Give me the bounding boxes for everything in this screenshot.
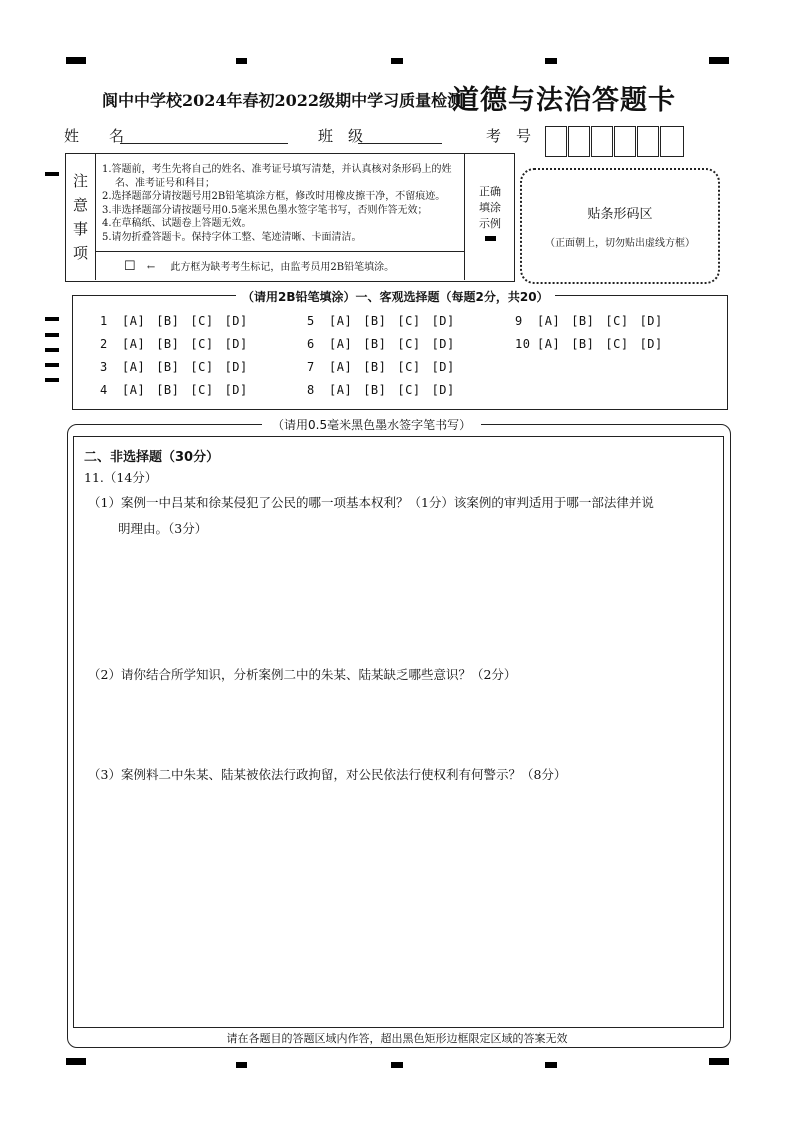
timing-mark [45, 317, 59, 321]
mc-option-bubble[interactable]: [A] [537, 337, 561, 351]
exam-number-digit-box[interactable] [614, 126, 636, 157]
mc-question-number: 2 [100, 337, 108, 351]
mc-option-bubble[interactable]: [B] [571, 314, 595, 328]
question-11-3: （3）案例料二中朱某、陆某被依法行政拘留，对公民依法行使权利有何警示？（8分） [88, 767, 567, 782]
exam-number-digit-box[interactable] [637, 126, 659, 157]
filled-bubble-icon [485, 236, 496, 241]
notice-heading-char: 事 [72, 220, 88, 238]
notice-heading-char: 项 [72, 244, 88, 262]
timing-mark [45, 172, 59, 176]
mc-option-bubble[interactable]: [A] [122, 383, 146, 397]
mc-question-number: 7 [307, 360, 315, 374]
timing-mark [45, 333, 59, 337]
question-11-1: （1）案例一中吕某和徐某侵犯了公民的哪一项基本权利？（1分）该案例的审判适用于哪一部法律并说 [88, 495, 654, 510]
timing-mark [66, 1058, 86, 1065]
mc-question-number: 8 [307, 383, 315, 397]
mc-option-bubble[interactable]: [C] [397, 337, 421, 351]
class-label: 班 级 [318, 127, 364, 145]
correct-example-text: 填涂 [479, 201, 501, 214]
mc-option-bubble[interactable]: [D] [224, 360, 248, 374]
question-11-2: （2）请你结合所学知识，分析案例二中的朱某、陆某缺乏哪些意识？（2分） [88, 667, 517, 682]
exam-number-digit-box[interactable] [545, 126, 567, 157]
name-field[interactable] [120, 143, 288, 144]
mc-option-bubble[interactable]: [A] [122, 337, 146, 351]
mc-question [307, 383, 466, 397]
mc-option-bubble[interactable]: [D] [224, 337, 248, 351]
mc-question [100, 337, 259, 351]
mc-option-bubble[interactable]: [C] [605, 337, 629, 351]
exam-title: 阆中中学校2024年春初2022级期中学习质量检测 [102, 91, 464, 110]
mc-question [100, 383, 259, 397]
mc-option-bubble[interactable]: [D] [431, 314, 455, 328]
mc-option-bubble[interactable]: [C] [190, 337, 214, 351]
mc-option-bubble[interactable]: [C] [397, 383, 421, 397]
mc-option-bubble[interactable]: [C] [190, 360, 214, 374]
mc-question-number: 6 [307, 337, 315, 351]
timing-mark [66, 57, 86, 64]
section-title: 二、非选择题（30分） [84, 450, 220, 465]
mc-option-bubble[interactable]: [C] [190, 383, 214, 397]
notice-heading-char: 意 [72, 196, 88, 214]
multiple-choice-title: （请用2B铅笔填涂）一、客观选择题（每题2分，共20） [236, 288, 555, 305]
barcode-area [520, 168, 720, 284]
correct-fill-example [466, 184, 514, 241]
exam-number-label: 考 号 [486, 127, 532, 145]
mc-option-bubble[interactable]: [C] [397, 360, 421, 374]
absent-checkbox[interactable]: ☐ [124, 259, 136, 274]
timing-mark [45, 378, 59, 382]
mc-option-bubble[interactable]: [A] [122, 314, 146, 328]
timing-mark [709, 57, 729, 64]
notice-item: 2.选择题部分请按题号用2B铅笔填涂方框，修改时用橡皮擦干净，不留痕迹。 [102, 191, 446, 202]
mc-question [515, 337, 674, 351]
timing-mark [709, 1058, 729, 1065]
mc-question [307, 337, 466, 351]
mc-option-bubble[interactable]: [B] [156, 383, 180, 397]
name-label: 姓 名 [64, 127, 125, 145]
mc-question [515, 314, 674, 328]
mc-option-bubble[interactable]: [D] [431, 360, 455, 374]
mc-option-bubble[interactable]: [A] [537, 314, 561, 328]
mc-option-bubble[interactable]: [B] [156, 360, 180, 374]
timing-mark [391, 58, 403, 64]
timing-mark [236, 1062, 247, 1068]
mc-option-bubble[interactable]: [C] [397, 314, 421, 328]
mc-option-bubble[interactable]: [B] [363, 337, 387, 351]
mc-option-bubble[interactable]: [B] [363, 314, 387, 328]
timing-mark [545, 1062, 557, 1068]
mc-question [307, 314, 466, 328]
mc-option-bubble[interactable]: [A] [329, 383, 353, 397]
question-11-header: 11.（14分） [84, 470, 158, 485]
timing-mark [236, 58, 247, 64]
mc-question-number: 5 [307, 314, 315, 328]
mc-option-bubble[interactable]: [A] [122, 360, 146, 374]
mc-option-bubble[interactable]: [D] [224, 314, 248, 328]
notice-heading-char: 注 [72, 172, 88, 190]
notice-item: 4.在草稿纸、试题卷上答题无效。 [102, 218, 252, 229]
mc-option-bubble[interactable]: [B] [156, 337, 180, 351]
mc-option-bubble[interactable]: [B] [363, 360, 387, 374]
footer-note: 请在各题目的答题区域内作答，超出黑色矩形边框限定区域的答案无效 [226, 1032, 568, 1045]
notice-item: 5.请勿折叠答题卡。保持字体工整、笔迹清晰、卡面清洁。 [102, 231, 362, 243]
arrow-left-icon: ← [146, 262, 156, 273]
mc-option-bubble[interactable]: [C] [190, 314, 214, 328]
class-field[interactable] [358, 143, 442, 144]
mc-option-bubble[interactable]: [B] [363, 383, 387, 397]
mc-question-number: 4 [100, 383, 108, 397]
timing-mark [45, 363, 59, 367]
correct-example-text: 正确 [479, 185, 501, 198]
mc-question-number: 3 [100, 360, 108, 374]
mc-option-bubble[interactable]: [D] [431, 337, 455, 351]
mc-question [100, 314, 259, 328]
pen-instruction: （请用0.5毫米黑色墨水签字笔书写） [262, 416, 481, 433]
mc-option-bubble[interactable]: [C] [605, 314, 629, 328]
mc-option-bubble[interactable]: [A] [329, 314, 353, 328]
answer-sheet-title: 道德与法治答题卡 [452, 85, 676, 116]
notice-item: 3.非选择题部分请按题号用0.5毫米黑色墨水签字笔书写，否则作答无效； [102, 204, 428, 216]
exam-number-digit-box[interactable] [660, 126, 684, 157]
absent-mark-row [124, 258, 394, 274]
timing-mark [545, 58, 557, 64]
mc-option-bubble[interactable]: [B] [571, 337, 595, 351]
notice-item: 1.答题前，考生先将自己的姓名、准考证号填写清楚，并认真核对条形码上的姓名、准考证号和科目； [102, 164, 452, 189]
question-11-1-continued: 明理由。（3分） [118, 521, 208, 536]
mc-option-bubble[interactable]: [A] [329, 337, 353, 351]
absent-note: 此方框为缺考考生标记，由监考员用2B铅笔填涂。 [170, 262, 395, 273]
correct-example-text: 示例 [479, 217, 501, 230]
divider [464, 154, 465, 280]
barcode-note: （正面朝上，切勿贴出虚线方框） [545, 238, 695, 249]
exam-number-digit-box[interactable] [568, 126, 590, 157]
mc-option-bubble[interactable]: [D] [224, 383, 248, 397]
notice-list [102, 163, 462, 244]
mc-option-bubble[interactable]: [D] [639, 337, 663, 351]
exam-number-digit-box[interactable] [591, 126, 613, 157]
notice-panel [65, 153, 515, 282]
timing-mark [391, 1062, 403, 1068]
notice-heading [66, 154, 96, 280]
divider [95, 251, 465, 252]
mc-option-bubble[interactable]: [A] [329, 360, 353, 374]
mc-question-number: 9 [515, 314, 523, 328]
mc-question-number: 1 [100, 314, 108, 328]
mc-question [100, 360, 259, 374]
timing-mark [45, 348, 59, 352]
mc-option-bubble[interactable]: [D] [431, 383, 455, 397]
barcode-title: 贴条形码区 [587, 207, 653, 222]
mc-option-bubble[interactable]: [B] [156, 314, 180, 328]
mc-question-number: 10 [515, 337, 531, 351]
mc-option-bubble[interactable]: [D] [639, 314, 663, 328]
mc-question [307, 360, 466, 374]
